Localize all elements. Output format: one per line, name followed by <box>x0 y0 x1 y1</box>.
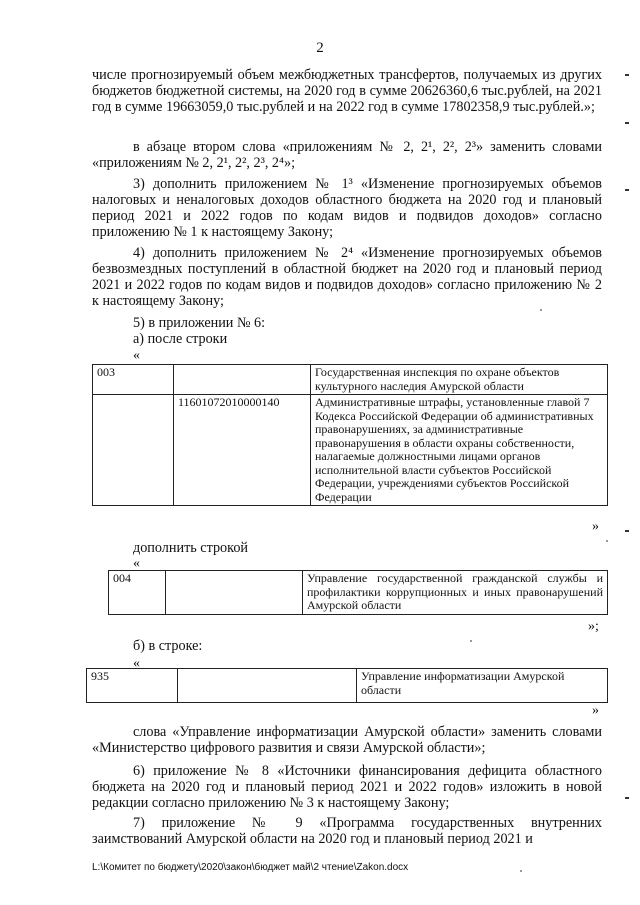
table-added-row <box>108 570 608 615</box>
open-quote-1: « <box>133 348 140 363</box>
close-quote-3: » <box>592 703 599 718</box>
margin-mark <box>625 797 629 799</box>
table-row <box>93 395 608 506</box>
paragraph-replace-words: слова «Управление информатизации Амурской области» заменить словами «Министерство цифрового развития и связи Амурской области»; <box>92 724 602 756</box>
table-cell-code: 003 <box>93 365 174 395</box>
table-cell-kbk: 11601072010000140 <box>174 395 311 506</box>
close-quote-1: » <box>592 519 599 534</box>
close-quote-2: »; <box>588 619 599 634</box>
scan-speck <box>520 870 522 872</box>
table-cell-kbk <box>174 365 311 395</box>
table-cell-kbk <box>166 571 303 615</box>
table-after-row <box>92 364 608 506</box>
open-quote-3: « <box>133 656 140 671</box>
paragraph-item-3: 3) дополнить приложением № 1³ «Изменение прогнозируемых объемов налоговых и неналоговых доходов областного бюджета на 2020 год и плановый период 2021 и 2022 годов по кодам видов и подвидов доходов» согласно приложению № 1 к настоящему Закону; <box>92 176 602 240</box>
paragraph-abzac-second: в абзаце втором слова «приложениям № 2, 2¹, 2², 2³» заменить словами «приложениям № 2, 2¹, 2², 2³, 2⁴»; <box>92 139 602 171</box>
table-cell-name: Государственная инспекция по охране объектов культурного наследия Амурской области <box>311 365 608 395</box>
paragraph-item-7: 7) приложение № 9 «Программа государственных внутренних заимствований Амурской области на 2020 год и плановый период 2021 и <box>92 815 602 847</box>
scan-speck <box>540 309 542 311</box>
margin-mark <box>625 530 629 532</box>
scan-speck <box>470 640 472 642</box>
table-cell-code: 935 <box>87 669 178 703</box>
paragraph-item-6: 6) приложение № 8 «Источники финансирования дефицита областного бюджета на 2020 год и плановый период 2021 и 2022 годов» изложить в новой редакции согласно приложению № 3 к настоящему Закону; <box>92 763 602 811</box>
item-5-heading: 5) в приложении № 6: <box>133 315 266 331</box>
table-cell-kbk <box>178 669 357 703</box>
item-5b-heading: б) в строке: <box>133 638 203 654</box>
table-cell-code: 004 <box>109 571 166 615</box>
table-cell-code <box>93 395 174 506</box>
table-cell-name: Управление информатизации Амурской области <box>357 669 608 703</box>
page-number: 2 <box>316 40 324 56</box>
footer-file-path: L:\Комитет по бюджету\2020\закон\бюджет май\2 чтение\Zakon.docx <box>92 862 409 873</box>
paragraph-transfers: числе прогнозируемый объем межбюджетных трансфертов, получаемых из других бюджетов бюджетной системы, на 2020 год в сумме 20626360,6 тыс.рублей, на 2021 год в сумме 19663059,0 тыс.рублей и на 2022 год в сумме 17802358,9 тыс.рублей.»; <box>92 67 602 115</box>
margin-mark <box>625 189 629 191</box>
margin-mark <box>625 74 629 76</box>
table-cell-name: Административные штрафы, установленные главой 7 Кодекса Российской Федерации об административных правонарушениях, за административные правонарушения в области охраны собственности, налагаемые должностными лицами органов исполнительной власти субъектов Российской Федерации, учреждениями субъектов Российской Федерации <box>311 395 608 506</box>
paragraph-item-4: 4) дополнить приложением № 2⁴ «Изменение прогнозируемых объемов безвозмездных поступлений в областной бюджет на 2020 год и плановый период 2021 и 2022 годов по кодам видов и подвидов доходов» согласно приложению № 2 к настоящему Закону; <box>92 245 602 309</box>
table-row <box>93 365 608 395</box>
scan-speck <box>606 540 608 542</box>
item-5a-heading: а) после строки <box>133 331 228 347</box>
margin-mark <box>625 122 629 124</box>
table-cell-name: Управление государственной гражданской службы и профилактики коррупционных и иных правонарушений Амурской области <box>303 571 608 615</box>
open-quote-2: « <box>133 556 140 571</box>
table-row-in <box>86 668 608 703</box>
add-row-label: дополнить строкой <box>133 540 249 556</box>
table-row <box>87 669 608 703</box>
table-row <box>109 571 608 615</box>
